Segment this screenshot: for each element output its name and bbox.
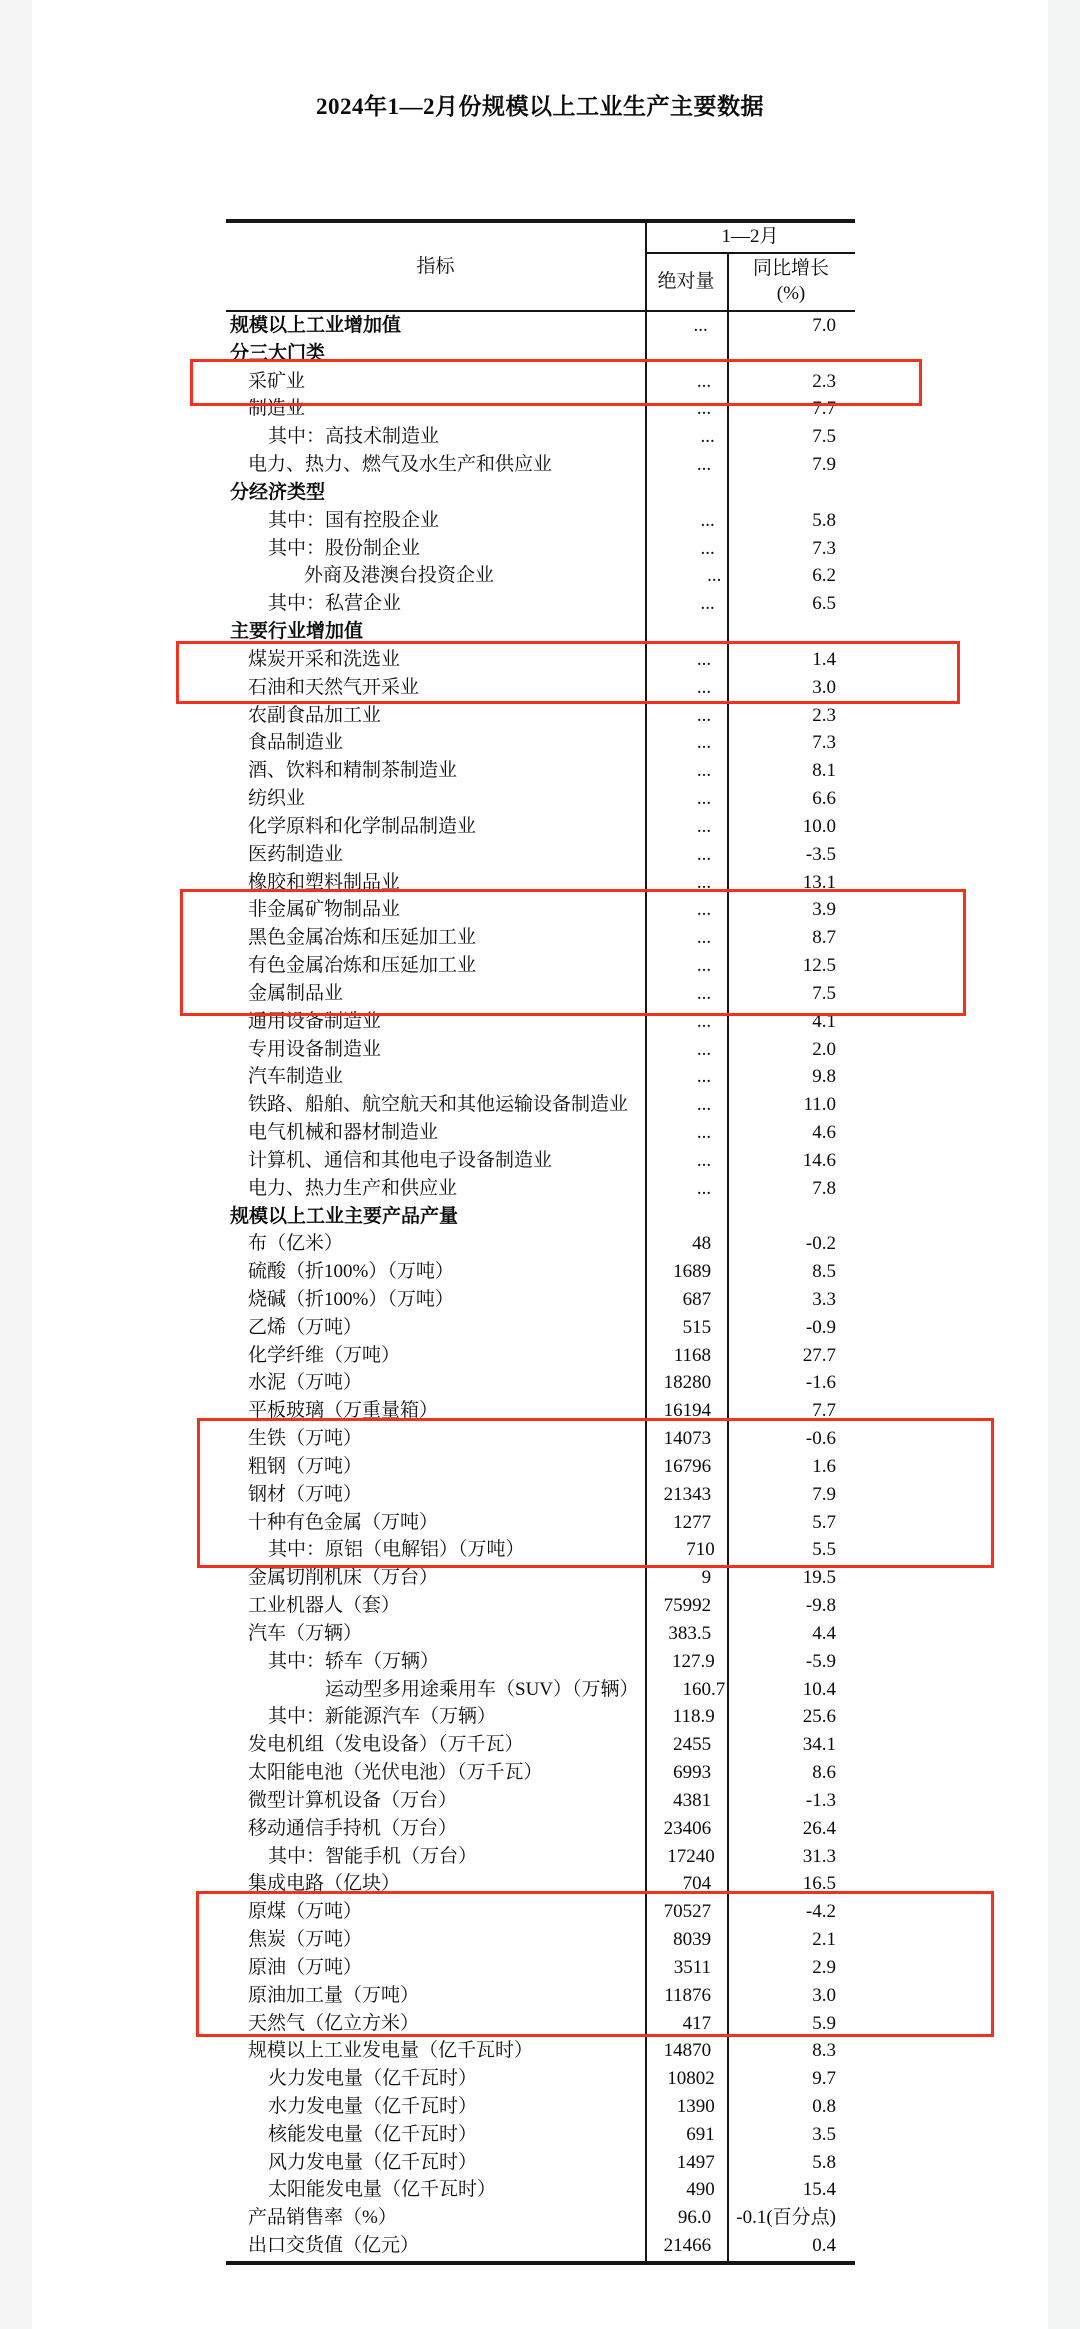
table-row <box>226 1676 855 1704</box>
yoy-growth-value: 0.8 <box>812 2096 836 2117</box>
yoy-growth-value: 7.3 <box>812 537 836 559</box>
yoy-growth-value: 31.3 <box>802 1845 836 1867</box>
yoy-growth-value: 2.3 <box>812 370 836 392</box>
absolute-amount-value: 16796 <box>663 1455 712 1477</box>
indicator-label: 十种有色金属（万吨） <box>248 1511 439 1533</box>
indicator-label: 化学原料和化学制品制造业 <box>248 815 477 837</box>
table-row <box>226 1703 855 1731</box>
yoy-growth-value: 2.0 <box>812 1038 836 1060</box>
table-row <box>226 1286 855 1314</box>
absolute-amount-value: 6993 <box>673 1762 712 1784</box>
absolute-amount-value: ... <box>696 871 712 893</box>
yoy-growth-value: 9.8 <box>812 1066 836 1088</box>
indicator-label: 原煤（万吨） <box>248 1901 363 1923</box>
indicator-label: 汽车制造业 <box>248 1066 344 1088</box>
indicator-label: 分经济类型 <box>230 481 326 503</box>
header-yoy-growth <box>727 252 855 310</box>
table-row <box>226 535 855 563</box>
yoy-growth-value: 15.4 <box>802 2179 836 2201</box>
yoy-growth-value: 34.1 <box>802 1734 836 1756</box>
absolute-amount-value: 18280 <box>663 1372 712 1394</box>
absolute-amount-value: 23406 <box>663 1817 712 1839</box>
yoy-growth-value: -0.2 <box>805 1233 836 1255</box>
absolute-amount-value: 14870 <box>663 2040 712 2062</box>
annotation-box-mineral-metal-industries <box>180 889 966 1016</box>
yoy-growth-value <box>728 479 855 507</box>
yoy-growth-value: 7.7 <box>812 398 836 420</box>
table-row <box>226 1091 855 1119</box>
yoy-growth-value: 5.7 <box>812 1511 836 1533</box>
yoy-growth-value: -4.2 <box>805 1901 836 1923</box>
table-row <box>226 423 855 451</box>
indicator-label: 原油（万吨） <box>248 1956 363 1978</box>
indicator-label: 有色金属冶炼和压延加工业 <box>248 955 477 977</box>
indicator-label: 化学纤维（万吨） <box>248 1344 401 1366</box>
yoy-growth-value: 19.5 <box>802 1567 836 1589</box>
table-row <box>226 1731 855 1759</box>
indicator-label: 外商及港澳台投资企业 <box>304 565 495 587</box>
indicator-label: 天然气（亿立方米） <box>248 2012 420 2034</box>
table-row <box>226 2065 855 2093</box>
annotation-box-mining-industry <box>190 359 922 406</box>
table-row <box>226 785 855 813</box>
absolute-amount-value: ... <box>696 843 712 865</box>
yoy-growth-value: 8.5 <box>812 1261 836 1283</box>
absolute-amount-value: 9 <box>701 1567 712 1589</box>
absolute-amount-value: ... <box>696 1149 712 1171</box>
table-row <box>226 1314 855 1342</box>
indicator-label: 电力、热力、燃气及水生产和供应业 <box>248 454 553 476</box>
indicator-label: 集成电路（亿块） <box>248 1873 401 1895</box>
indicator-label: 移动通信手持机（万台） <box>248 1817 458 1839</box>
absolute-amount-value: ... <box>696 398 712 420</box>
absolute-amount-value: 96.0 <box>677 2207 712 2229</box>
yoy-growth-value: 26.4 <box>802 1817 836 1839</box>
yoy-growth-value: 3.0 <box>812 1984 836 2006</box>
yoy-growth-value: 12.5 <box>802 955 836 977</box>
absolute-amount-value: 1497 <box>676 2151 715 2173</box>
absolute-amount-value: 704 <box>682 1873 712 1895</box>
absolute-amount-value: 490 <box>686 2179 715 2201</box>
yoy-growth-value: 6.2 <box>812 565 836 587</box>
yoy-growth-value: 5.9 <box>812 2012 836 2034</box>
indicator-label: 主要行业增加值 <box>230 621 364 643</box>
yoy-growth-value: 11.0 <box>803 1094 836 1116</box>
table-row <box>226 451 855 479</box>
yoy-growth-value: 4.4 <box>812 1622 836 1644</box>
absolute-amount-value: 2455 <box>673 1734 712 1756</box>
yoy-growth-value: 1.6 <box>812 1455 836 1477</box>
indicator-label: 发电机组（发电设备）（万千瓦） <box>248 1734 524 1756</box>
absolute-amount-value: 11876 <box>664 1984 712 2006</box>
indicator-label: 橡胶和塑料制品业 <box>248 871 401 893</box>
yoy-growth-value: 9.7 <box>812 2068 836 2090</box>
absolute-amount-value: ... <box>696 676 712 698</box>
left-gray-edge <box>0 0 32 2329</box>
indicator-label: 食品制造业 <box>248 732 344 754</box>
absolute-amount-value: 1689 <box>673 1261 712 1283</box>
yoy-growth-value: 5.8 <box>812 2151 836 2173</box>
absolute-amount-value: ... <box>696 899 712 921</box>
indicator-label: 布（亿米） <box>248 1233 344 1255</box>
absolute-amount-value: ... <box>696 927 712 949</box>
absolute-amount-value: 21466 <box>663 2235 712 2257</box>
absolute-amount-value: 383.5 <box>668 1622 712 1644</box>
table-row <box>226 813 855 841</box>
yoy-growth-value: 8.7 <box>812 927 836 949</box>
absolute-amount-value: 10802 <box>667 2068 715 2090</box>
absolute-amount-value: 1390 <box>676 2096 715 2117</box>
yoy-growth-value: -1.6 <box>805 1372 836 1394</box>
indicator-label: 其中：国有控股企业 <box>268 509 440 531</box>
indicator-label: 生铁（万吨） <box>248 1428 363 1450</box>
absolute-amount-value: 1277 <box>673 1511 712 1533</box>
absolute-amount-value: 710 <box>686 1539 715 1561</box>
yoy-growth-value: -9.8 <box>805 1595 836 1617</box>
indicator-label: 平板玻璃（万重量箱） <box>248 1400 439 1422</box>
yoy-growth-value: -1.3 <box>805 1789 836 1811</box>
indicator-label: 农副食品加工业 <box>248 704 382 726</box>
table-row <box>226 507 855 535</box>
header-period: 1—2月 <box>721 226 779 247</box>
absolute-amount-value: ... <box>696 704 712 726</box>
absolute-amount-value: 4381 <box>673 1789 712 1811</box>
table-row <box>226 2093 855 2121</box>
table-row <box>226 590 855 618</box>
yoy-growth-value: 4.6 <box>812 1122 836 1144</box>
absolute-amount-value: ... <box>696 1094 712 1116</box>
table-row <box>226 702 855 730</box>
table-row <box>226 1147 855 1175</box>
yoy-growth-value: 7.5 <box>812 426 836 448</box>
table-row <box>226 1648 855 1676</box>
absolute-amount-value: 127.9 <box>672 1650 715 1672</box>
indicator-label: 计算机、通信和其他电子设备制造业 <box>248 1149 553 1171</box>
indicator-label: 规模以上工业发电量（亿千瓦时） <box>248 2040 534 2062</box>
absolute-amount-value: 48 <box>692 1233 712 1255</box>
table-row <box>226 729 855 757</box>
indicator-label: 通用设备制造业 <box>248 1010 382 1032</box>
indicator-label: 原油加工量（万吨） <box>248 1984 420 2006</box>
absolute-amount-value: 118.9 <box>672 1706 715 1728</box>
table-row <box>226 479 855 507</box>
table-row <box>226 2149 855 2177</box>
table-row <box>226 2232 855 2260</box>
table-row <box>226 1258 855 1286</box>
indicator-label: 黑色金属冶炼和压延加工业 <box>248 927 477 949</box>
absolute-amount-value: ... <box>696 1122 712 1144</box>
yoy-growth-value: -5.9 <box>805 1650 836 1672</box>
yoy-growth-value: 4.1 <box>812 1010 836 1032</box>
table-row <box>226 841 855 869</box>
indicator-label: 产品销售率（%） <box>248 2207 397 2229</box>
indicator-label: 医药制造业 <box>248 843 344 865</box>
yoy-growth-value: 25.6 <box>802 1706 836 1728</box>
absolute-amount-value: ... <box>696 1066 712 1088</box>
absolute-amount-value: ... <box>696 732 712 754</box>
indicator-label: 煤炭开采和洗选业 <box>248 648 401 670</box>
yoy-growth-value: 8.6 <box>812 1762 836 1784</box>
right-gray-edge <box>1048 0 1080 2329</box>
indicator-label: 太阳能发电量（亿千瓦时） <box>268 2179 497 2201</box>
absolute-amount-value: 14073 <box>663 1428 712 1450</box>
indicator-label: 专用设备制造业 <box>248 1038 382 1060</box>
absolute-amount-value: ... <box>696 648 712 670</box>
table-row <box>226 1564 855 1592</box>
indicator-label: 规模以上工业增加值 <box>230 315 402 336</box>
table-row <box>226 1342 855 1370</box>
indicator-label: 其中：高技术制造业 <box>268 426 440 448</box>
table-row <box>226 1119 855 1147</box>
indicator-label: 核能发电量（亿千瓦时） <box>268 2123 478 2145</box>
indicator-label: 其中：轿车（万辆） <box>268 1650 440 1672</box>
table-row <box>226 1175 855 1203</box>
absolute-amount-value: 1168 <box>673 1344 712 1366</box>
yoy-growth-value: 5.8 <box>812 509 836 531</box>
yoy-growth-value: 3.0 <box>812 676 836 698</box>
absolute-amount-value: ... <box>696 1038 712 1060</box>
absolute-amount-value: 417 <box>682 2012 712 2034</box>
yoy-growth-value: 7.7 <box>812 1400 836 1422</box>
absolute-amount-value: 21343 <box>663 1483 712 1505</box>
indicator-label: 火力发电量（亿千瓦时） <box>268 2068 478 2090</box>
absolute-amount-value: ... <box>700 537 715 559</box>
table-row <box>226 312 855 340</box>
indicator-label: 粗钢（万吨） <box>248 1455 363 1477</box>
header-indicator: 指标 <box>416 256 455 277</box>
annotation-box-coal-oil-gas-extraction <box>176 641 960 704</box>
yoy-growth-value: 1.4 <box>812 648 836 670</box>
absolute-amount-value <box>646 1203 728 1231</box>
indicator-label: 其中：智能手机（万台） <box>268 1845 478 1867</box>
yoy-growth-value: 3.5 <box>812 2123 836 2145</box>
indicator-label: 金属切削机床（万台） <box>248 1567 439 1589</box>
indicator-label: 电力、热力生产和供应业 <box>248 1177 458 1199</box>
indicator-label: 酒、饮料和精制茶制造业 <box>248 760 458 782</box>
absolute-amount-value: ... <box>696 955 712 977</box>
header-absolute-amount: 绝对量 <box>657 271 715 292</box>
yoy-growth-value: 3.3 <box>812 1288 836 1310</box>
yoy-growth-value: 13.1 <box>802 871 836 893</box>
indicator-label: 微型计算机设备（万台） <box>248 1789 458 1811</box>
absolute-amount-value: 515 <box>682 1316 712 1338</box>
table-row <box>226 1843 855 1871</box>
yoy-growth-value: 7.0 <box>812 315 836 336</box>
yoy-growth-value: 7.5 <box>812 982 836 1004</box>
absolute-amount-value: ... <box>696 1177 712 1199</box>
indicator-label: 采矿业 <box>248 370 306 392</box>
table-row <box>226 1203 855 1231</box>
yoy-growth-value: -0.9 <box>805 1316 836 1338</box>
absolute-amount-value: 75992 <box>663 1595 712 1617</box>
table-row <box>226 1620 855 1648</box>
yoy-growth-value: 3.9 <box>812 899 836 921</box>
indicator-label: 工业机器人（套） <box>248 1595 401 1617</box>
table-row <box>226 2204 855 2232</box>
indicator-label: 运动型多用途乘用车（SUV）（万辆） <box>325 1678 639 1700</box>
indicator-label: 出口交货值（亿元） <box>248 2235 420 2257</box>
absolute-amount-value: ... <box>696 760 712 782</box>
header-yoy-growth-line2: (%) <box>776 283 806 304</box>
indicator-label: 金属制品业 <box>248 982 344 1004</box>
yoy-growth-value: 10.0 <box>802 815 836 837</box>
absolute-amount-value: ... <box>707 565 722 587</box>
indicator-label: 非金属矿物制品业 <box>248 899 401 921</box>
indicator-label: 太阳能电池（光伏电池）（万千瓦） <box>248 1762 543 1784</box>
indicator-label: 风力发电量（亿千瓦时） <box>268 2151 478 2173</box>
absolute-amount-value: 160.7 <box>682 1678 726 1700</box>
indicator-label: 水泥（万吨） <box>248 1372 363 1394</box>
table-row <box>226 1036 855 1064</box>
indicator-label: 其中：原铝（电解铝）（万吨） <box>268 1539 525 1561</box>
table-bottom-border <box>226 2261 855 2265</box>
yoy-growth-value: 6.5 <box>812 593 836 615</box>
indicator-label: 分三大门类 <box>230 342 326 364</box>
yoy-growth-value: 7.9 <box>812 1483 836 1505</box>
table-row <box>226 1230 855 1258</box>
yoy-growth-value: 8.1 <box>812 760 836 782</box>
absolute-amount-value: 691 <box>686 2123 715 2145</box>
absolute-amount-value <box>646 479 728 507</box>
table-row <box>226 1759 855 1787</box>
annotation-box-coal-coke-oil-gas-output <box>196 1891 994 2037</box>
yoy-growth-value: 2.1 <box>812 1929 836 1951</box>
indicator-label: 其中：股份制企业 <box>268 537 421 559</box>
yoy-growth-value: 7.9 <box>812 454 836 476</box>
absolute-amount-value: 70527 <box>663 1901 712 1923</box>
indicator-label: 纺织业 <box>248 788 306 810</box>
absolute-amount-value: ... <box>696 815 712 837</box>
absolute-amount-value: ... <box>700 593 715 615</box>
indicator-label: 电气机械和器材制造业 <box>248 1122 439 1144</box>
table-row <box>226 1815 855 1843</box>
indicator-label: 制造业 <box>248 398 306 420</box>
yoy-growth-value: 14.6 <box>802 1149 836 1171</box>
annotation-box-iron-steel-nonferrous-output <box>197 1418 994 1568</box>
yoy-growth-value: 27.7 <box>802 1344 836 1366</box>
table-row <box>226 562 855 590</box>
absolute-amount-value: 8039 <box>673 1929 712 1951</box>
absolute-amount-value: ... <box>696 370 712 392</box>
absolute-amount-value: 16194 <box>663 1400 712 1422</box>
indicator-label: 钢材（万吨） <box>248 1483 363 1505</box>
header-yoy-growth-line1: 同比增长 <box>752 258 829 279</box>
page-title: 2024年1—2月份规模以上工业生产主要数据 <box>316 94 764 119</box>
indicator-label: 其中：新能源汽车（万辆） <box>268 1706 497 1728</box>
absolute-amount-value: ... <box>700 509 715 531</box>
yoy-growth-value: -0.6 <box>805 1428 836 1450</box>
yoy-growth-value: 6.6 <box>812 788 836 810</box>
yoy-growth-value: 7.8 <box>812 1177 836 1199</box>
absolute-amount-value: ... <box>696 982 712 1004</box>
indicator-label: 烧碱（折100%）（万吨） <box>248 1288 454 1310</box>
absolute-amount-value: 3511 <box>673 1956 712 1978</box>
absolute-amount-value: ... <box>696 1010 712 1032</box>
table-row <box>226 2121 855 2149</box>
yoy-growth-value: 10.4 <box>802 1678 836 1700</box>
indicator-label: 焦炭（万吨） <box>248 1929 363 1951</box>
indicator-label: 其中：私营企业 <box>268 593 402 615</box>
indicator-label: 石油和天然气开采业 <box>248 676 420 698</box>
table-row <box>226 1063 855 1091</box>
yoy-growth-value <box>728 1203 855 1231</box>
table-row <box>226 2037 855 2065</box>
indicator-label: 乙烯（万吨） <box>248 1316 363 1338</box>
table-row <box>226 1592 855 1620</box>
table-row <box>226 1787 855 1815</box>
absolute-amount-value: ... <box>696 788 712 810</box>
yoy-growth-value: -0.1(百分点) <box>736 2207 836 2229</box>
yoy-growth-value: 16.5 <box>802 1873 836 1895</box>
yoy-growth-value: 7.3 <box>812 732 836 754</box>
absolute-amount-value: 17240 <box>667 1845 715 1867</box>
absolute-amount-value: ... <box>700 426 715 448</box>
yoy-growth-value: 8.3 <box>812 2040 836 2062</box>
absolute-amount-value: 687 <box>682 1288 712 1310</box>
absolute-amount-value: ... <box>696 454 712 476</box>
yoy-growth-value: 2.3 <box>812 704 836 726</box>
indicator-label: 铁路、船舶、航空航天和其他运输设备制造业 <box>248 1094 629 1116</box>
yoy-growth-value: 0.4 <box>812 2235 836 2257</box>
yoy-growth-value: 5.5 <box>812 1539 836 1561</box>
table-row <box>226 2176 855 2204</box>
table-row <box>226 757 855 785</box>
table-row <box>226 1369 855 1397</box>
indicator-label: 水力发电量（亿千瓦时） <box>268 2096 478 2117</box>
indicator-label: 硫酸（折100%）（万吨） <box>248 1261 454 1283</box>
absolute-amount-value: ... <box>693 315 708 336</box>
indicator-label: 汽车（万辆） <box>248 1622 363 1644</box>
yoy-growth-value: -3.5 <box>805 843 836 865</box>
yoy-growth-value: 2.9 <box>812 1956 836 1978</box>
indicator-label: 规模以上工业主要产品产量 <box>230 1205 459 1227</box>
